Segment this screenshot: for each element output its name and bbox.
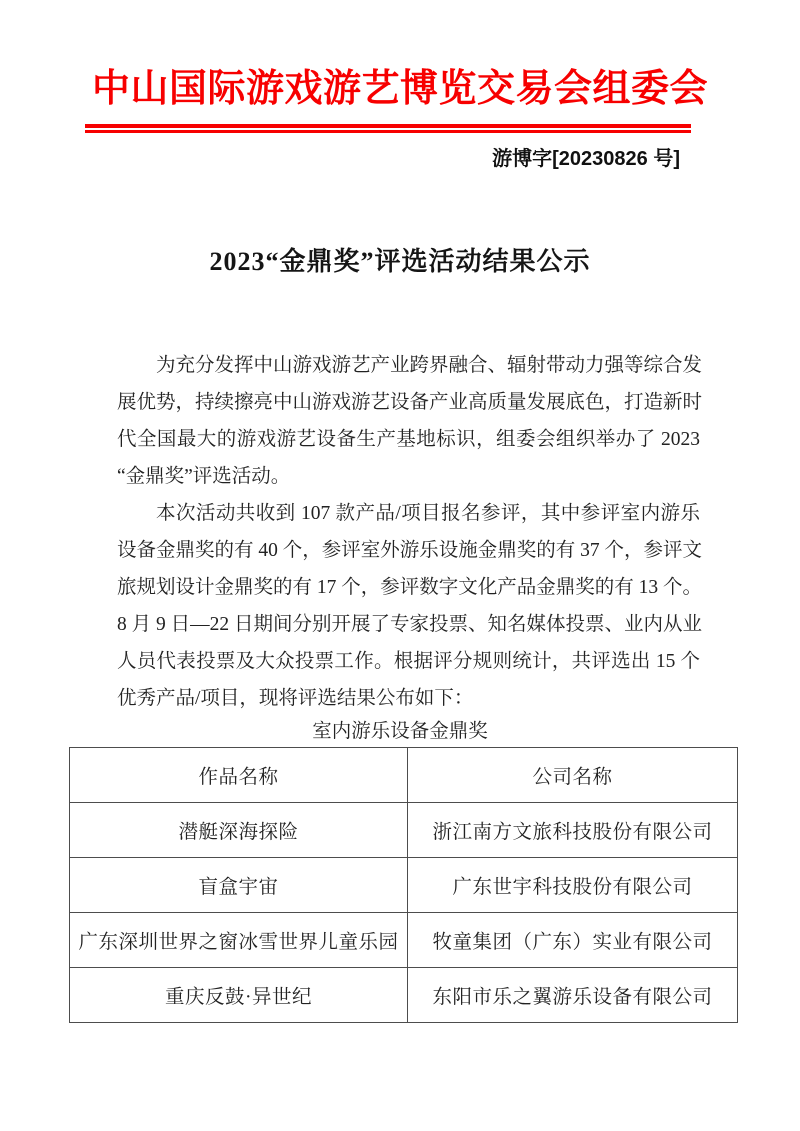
red-divider-rule [85,124,691,133]
body-line: 设备金鼎奖的有 40 个，参评室外游乐设施金鼎奖的有 37 个，参评文 [117,540,703,561]
column-header-company-name: 公司名称 [408,748,738,803]
body-line: “金鼎奖”评选活动。 [117,466,291,487]
body-line: 8 月 9 日—22 日期间分别开展了专家投票、知名媒体投票、业内从业 [117,614,703,635]
award-results-table [69,747,738,1023]
table-header-row [70,748,738,803]
company-name-cell: 广东世宇科技股份有限公司 [408,858,738,913]
table-row [70,968,738,1023]
table-row [70,858,738,913]
document-title: 2023“金鼎奖”评选活动结果公示 [209,247,591,276]
work-name-cell: 潜艇深海探险 [70,803,408,858]
work-name-cell: 盲盒宇宙 [70,858,408,913]
body-line: 旅规划设计金鼎奖的有 17 个，参评数字文化产品金鼎奖的有 13 个。 [117,577,703,598]
column-header-work-name: 作品名称 [70,748,408,803]
work-name-cell: 重庆反鼓·异世纪 [70,968,408,1023]
award-table-caption: 室内游乐设备金鼎奖 [312,721,488,742]
paragraph-2 [117,495,703,717]
table-row [70,803,738,858]
table-row [70,913,738,968]
body-line: 优秀产品/项目，现将评选结果公布如下： [117,688,474,709]
work-name-cell: 广东深圳世界之窗冰雪世界儿童乐园 [70,913,408,968]
document-body [117,347,703,717]
paragraph-1 [117,347,703,495]
body-line: 展优势，持续擦亮中山游戏游艺设备产业高质量发展底色，打造新时 [117,392,703,413]
document-number: 游博字[20230826 号] [492,148,680,170]
body-line: 为充分发挥中山游戏游艺产业跨界融合、辐射带动力强等综合发 [156,355,703,376]
body-line: 本次活动共收到 107 款产品/项目报名参评，其中参评室内游乐 [156,503,700,524]
company-name-cell: 浙江南方文旅科技股份有限公司 [408,803,738,858]
body-line: 代全国最大的游戏游艺设备生产基地标识，组委会组织举办了 2023 [117,429,700,450]
company-name-cell: 东阳市乐之翼游乐设备有限公司 [408,968,738,1023]
body-line: 人员代表投票及大众投票工作。根据评分规则统计，共评选出 15 个 [117,651,700,672]
organization-title: 中山国际游戏游艺博览交易会组委会 [91,68,708,110]
company-name-cell: 牧童集团（广东）实业有限公司 [408,913,738,968]
